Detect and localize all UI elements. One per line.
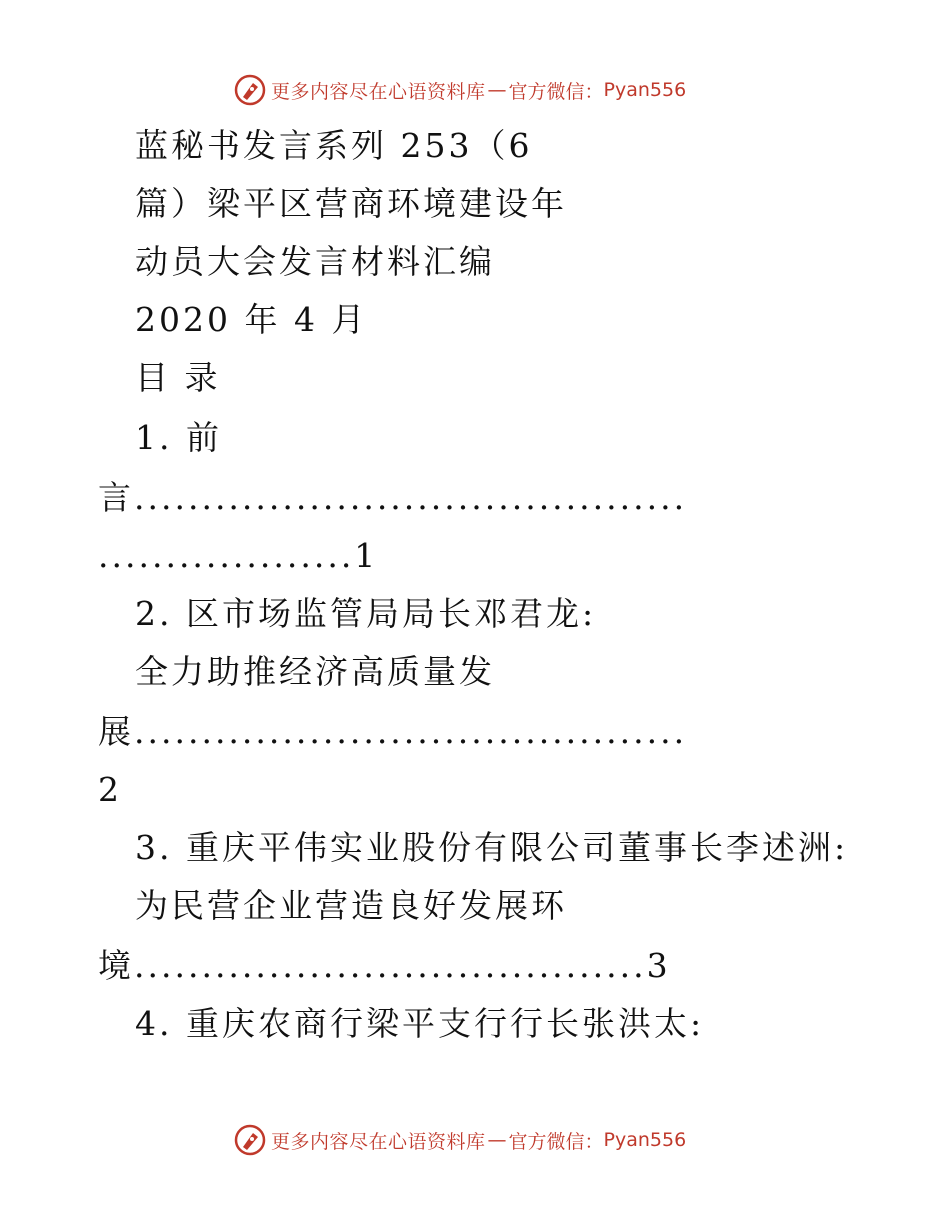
toc-item-4-title: 4. 重庆农商行梁平支行行长张洪太: [135, 1004, 705, 1043]
document-title-line-2: 篇）梁平区营商环境建设年 [135, 184, 567, 223]
toc-item-1-leader: 言......................................... [98, 478, 688, 517]
watermark-dash: — [487, 1129, 507, 1151]
watermark-sub-text: 官方微信： [508, 1130, 604, 1153]
document-date: 2020 年 4 月 [135, 300, 368, 339]
toc-item-2-subtitle: 全力助推经济高质量发 [135, 652, 495, 691]
footer-watermark [233, 1120, 686, 1160]
document-title-line-1: 蓝秘书发言系列 253（6 [135, 126, 533, 165]
header-watermark [233, 70, 686, 110]
document-title-line-3: 动员大会发言材料汇编 [135, 242, 495, 281]
toc-item-3-subtitle: 为民营企业营造良好发展环 [135, 886, 567, 925]
pen-nib-logo-icon [233, 73, 267, 107]
pen-nib-logo-icon [233, 1123, 267, 1157]
watermark-sub-text: 官方微信： [508, 80, 604, 103]
toc-item-2-title: 2. 区市场监管局局长邓君龙: [135, 594, 597, 633]
toc-item-2-leader: 展......................................... [98, 712, 688, 751]
watermark-main-text: 更多内容尽在心语资料库 [271, 80, 486, 103]
toc-item-2-page: 2 [98, 770, 122, 809]
toc-item-3-title: 3. 重庆平伟实业股份有限公司董事长李述洲: [135, 828, 849, 867]
toc-heading: 目 录 [135, 358, 221, 397]
toc-item-3-leader: 境......................................3 [98, 946, 671, 985]
watermark-wechat-id: Pyan556 [603, 1129, 687, 1151]
toc-item-1-page: ...................1 [98, 536, 379, 575]
toc-item-1-title: 1. 前 [135, 418, 222, 457]
watermark-dash: — [487, 79, 507, 101]
watermark-main-text: 更多内容尽在心语资料库 [271, 1130, 486, 1153]
watermark-wechat-id: Pyan556 [603, 79, 687, 101]
